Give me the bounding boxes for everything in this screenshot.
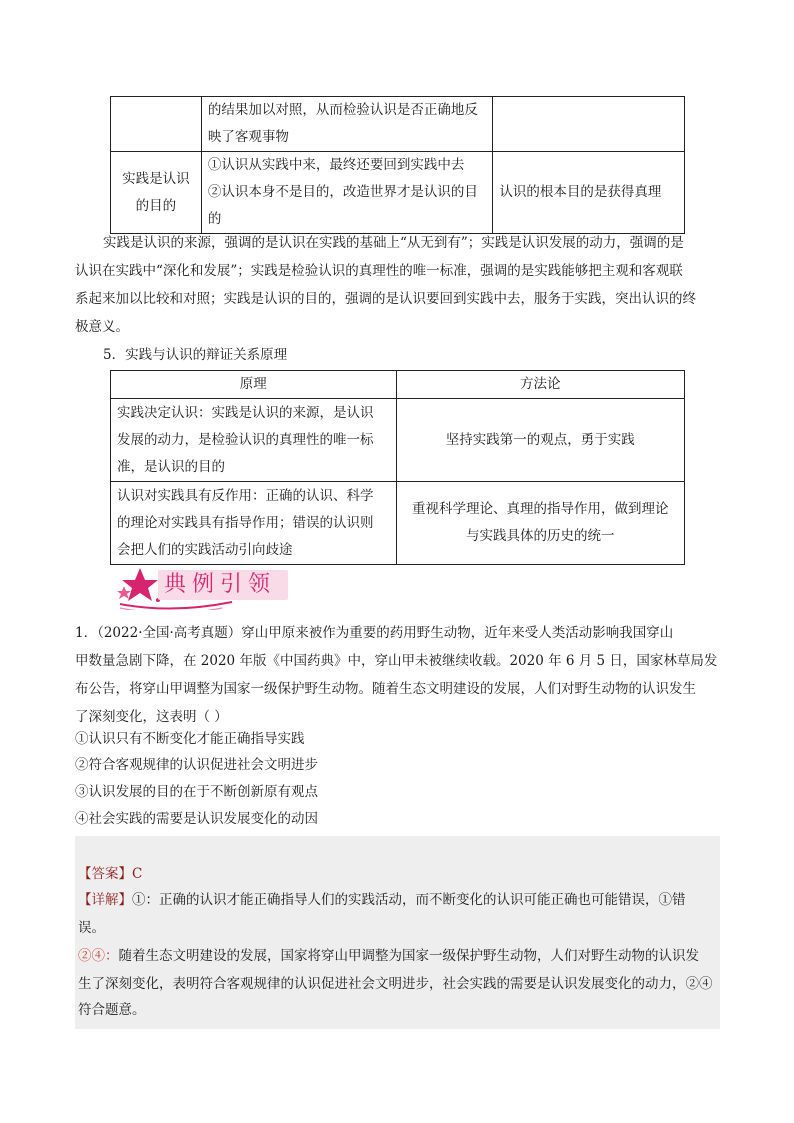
table-cell: ①认识从实践中来，最终还要回到实践中去 ②认识本身不是目的，改造世界才是认识的目 的 xyxy=(201,152,492,234)
detail-line: ②④：随着生态文明建设的发展，国家将穿山甲调整为国家一级保护野生动物，人们对野生动物的认识发 xyxy=(78,948,699,964)
table-row xyxy=(111,482,685,565)
table-header-row xyxy=(111,371,685,399)
list-item: ④社会实践的需要是认识发展变化的动因 xyxy=(75,811,318,827)
list-item: ②符合客观规律的认识促进社会文明进步 xyxy=(75,757,318,773)
table-cell: 实践决定认识：实践是认识的来源，是认识 发展的动力，是检验认识的真理性的唯一标 准，是认识的目的 xyxy=(111,399,397,482)
table-cell xyxy=(493,97,685,152)
column-header: 原理 xyxy=(111,371,397,399)
table-cell xyxy=(111,97,202,152)
list-item: ③认识发展的目的在于不断创新原有观点 xyxy=(75,784,318,800)
banner-title: 典例引领 xyxy=(158,570,288,600)
table-cell: 坚持实践第一的观点，勇于实践 xyxy=(396,399,685,482)
table-practice-purpose xyxy=(110,96,685,234)
detail-line: 【详解】①：正确的认识才能正确指导人们的实践活动，而不断变化的认识可能正确也可能错误，①错 xyxy=(78,892,686,908)
list-item: ①认识只有不断变化才能正确指导实践 xyxy=(75,731,305,747)
table-cell: 的结果加以对照，从而检验认识是否正确地反 映了客观事物 xyxy=(201,97,492,152)
answer-box xyxy=(75,836,720,1029)
table-cell: 认识对实践具有反作用：正确的认识、科学 的理论对实践具有指导作用；错误的认识则 会把人们的实践活动引向歧途 xyxy=(111,482,397,565)
column-header: 方法论 xyxy=(396,371,685,399)
table-row xyxy=(111,97,685,152)
table-row xyxy=(111,152,685,234)
table-row xyxy=(111,399,685,482)
table-cell: 重视科学理论、真理的指导作用，做到理论 与实践具体的历史的统一 xyxy=(396,482,685,565)
answer-line: 【答案】C xyxy=(78,866,143,882)
table-dialectic-relation xyxy=(110,370,685,565)
table-cell: 实践是认识 的目的 xyxy=(111,152,202,234)
table-cell: 认识的根本目的是获得真理 xyxy=(493,152,685,234)
section-title: 5．实践与认识的辩证关系原理 xyxy=(103,347,288,363)
